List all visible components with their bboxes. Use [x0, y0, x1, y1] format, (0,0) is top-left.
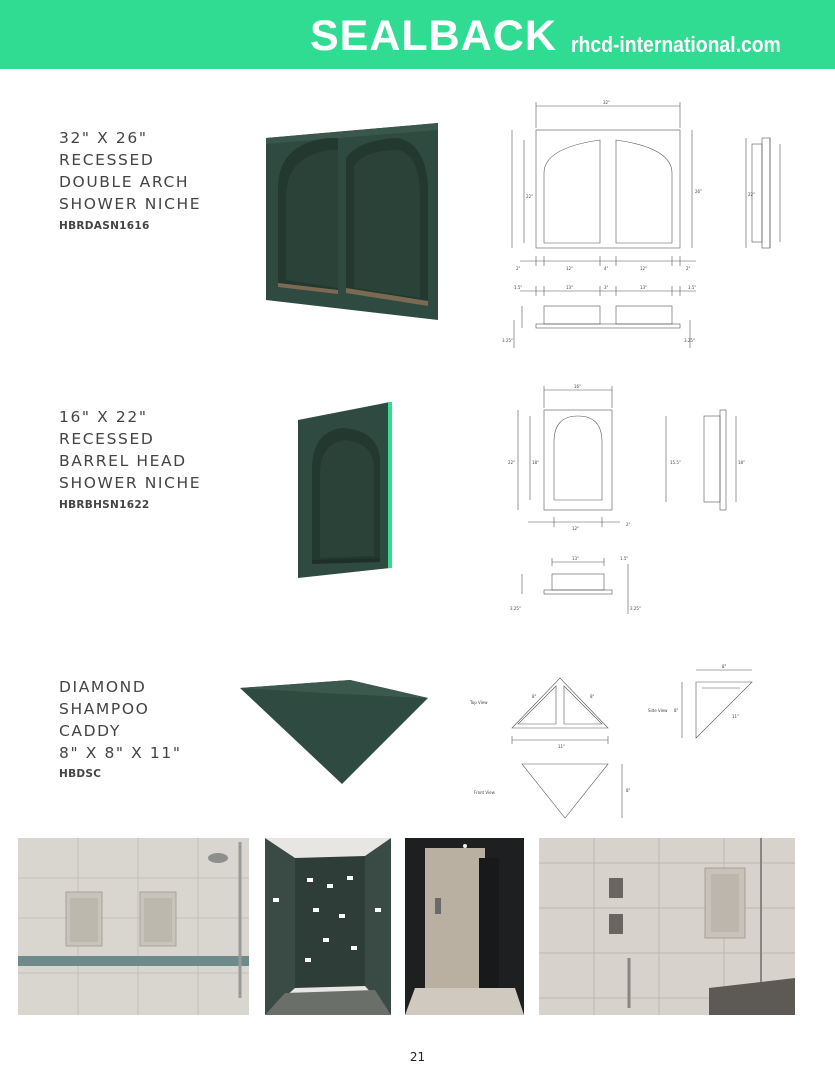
title-line: RECESSED: [59, 430, 155, 448]
dim-margin: 2": [626, 522, 631, 527]
dim-depth: 3.25": [630, 606, 641, 611]
product-title-barrel-head: [59, 406, 201, 494]
dim-depth: 3.25": [510, 606, 521, 611]
dim-side-width: 8": [722, 664, 727, 669]
dim-plan: 1.5": [688, 285, 697, 290]
title-line: SHOWER NICHE: [59, 195, 202, 213]
product-title-shampoo-caddy: [59, 676, 182, 764]
title-line: 32" X 26": [59, 129, 148, 147]
dim-front: 8": [626, 788, 631, 793]
title-line: DIAMOND: [59, 678, 147, 696]
website-url: rhcd-international.com: [571, 32, 781, 57]
dim-opening: 12": [566, 266, 573, 271]
barrel-head-niche-image: [292, 400, 402, 580]
label-top-view: Top View: [470, 700, 488, 705]
page-header: [0, 0, 835, 69]
dim-opening: 12": [640, 266, 647, 271]
dim-side: 15.5": [670, 460, 681, 465]
dim-divider: 4": [604, 266, 609, 271]
title-line: DOUBLE ARCH: [59, 173, 190, 191]
title-line: 8" X 8" X 11": [59, 744, 182, 762]
dim-plan: 1.5": [514, 285, 523, 290]
page-number: 21: [409, 1050, 426, 1064]
double-arch-tech-drawing: [500, 98, 790, 360]
dim-height: 22": [508, 460, 515, 465]
dim-side: 8": [532, 694, 537, 699]
dim-depth: 3.25": [684, 338, 695, 343]
dim-plan: 1.5": [620, 556, 629, 561]
dim-width: 32": [603, 100, 610, 105]
dim-side: 18": [738, 460, 745, 465]
dim-side: 22": [748, 192, 755, 197]
dim-inner: 22": [526, 194, 533, 199]
title-line: RECESSED: [59, 151, 155, 169]
dim-plan: 3": [604, 285, 609, 290]
product-sku: HBRBHSN1622: [59, 499, 150, 511]
shampoo-caddy-image: [238, 676, 430, 786]
double-arch-niche-image: [258, 118, 444, 320]
dim-margin: 2": [686, 266, 691, 271]
photo-shower-installation: [265, 838, 391, 1015]
dim-plan: 13": [572, 556, 579, 561]
dim-side: 8": [590, 694, 595, 699]
dim-hypotenuse: 11": [558, 744, 565, 749]
title-line: BARREL HEAD: [59, 452, 187, 470]
dim-plan: 13": [640, 285, 647, 290]
title-line: CADDY: [59, 722, 121, 740]
title-line: SHOWER NICHE: [59, 474, 202, 492]
dim-depth: 3.25": [502, 338, 513, 343]
dim-side-hyp: 11": [732, 714, 739, 719]
dim-opening: 12": [572, 526, 579, 531]
dim-side-height: 8": [674, 708, 679, 713]
title-line: SHAMPOO: [59, 700, 150, 718]
dim-width: 16": [574, 384, 581, 389]
brand-title: SEALBACK: [310, 12, 557, 60]
photo-tiled-shower-niches: [18, 838, 249, 1015]
dim-plan: 13": [566, 285, 573, 290]
label-front-view: Front View: [474, 790, 495, 795]
dim-height: 26": [695, 189, 702, 194]
photo-glass-shower-niche: [539, 838, 795, 1015]
photo-walk-in-shower: [405, 838, 524, 1015]
product-title-double-arch: [59, 127, 201, 215]
product-sku: HBDSC: [59, 768, 102, 780]
shampoo-caddy-tech-drawing: [470, 658, 790, 822]
title-line: 16" X 22": [59, 408, 148, 426]
dim-inner: 18": [532, 460, 539, 465]
label-side-view: Side View: [648, 708, 668, 713]
product-sku: HBRDASN1616: [59, 220, 150, 232]
dim-margin: 2": [516, 266, 521, 271]
barrel-head-tech-drawing: [508, 384, 758, 624]
